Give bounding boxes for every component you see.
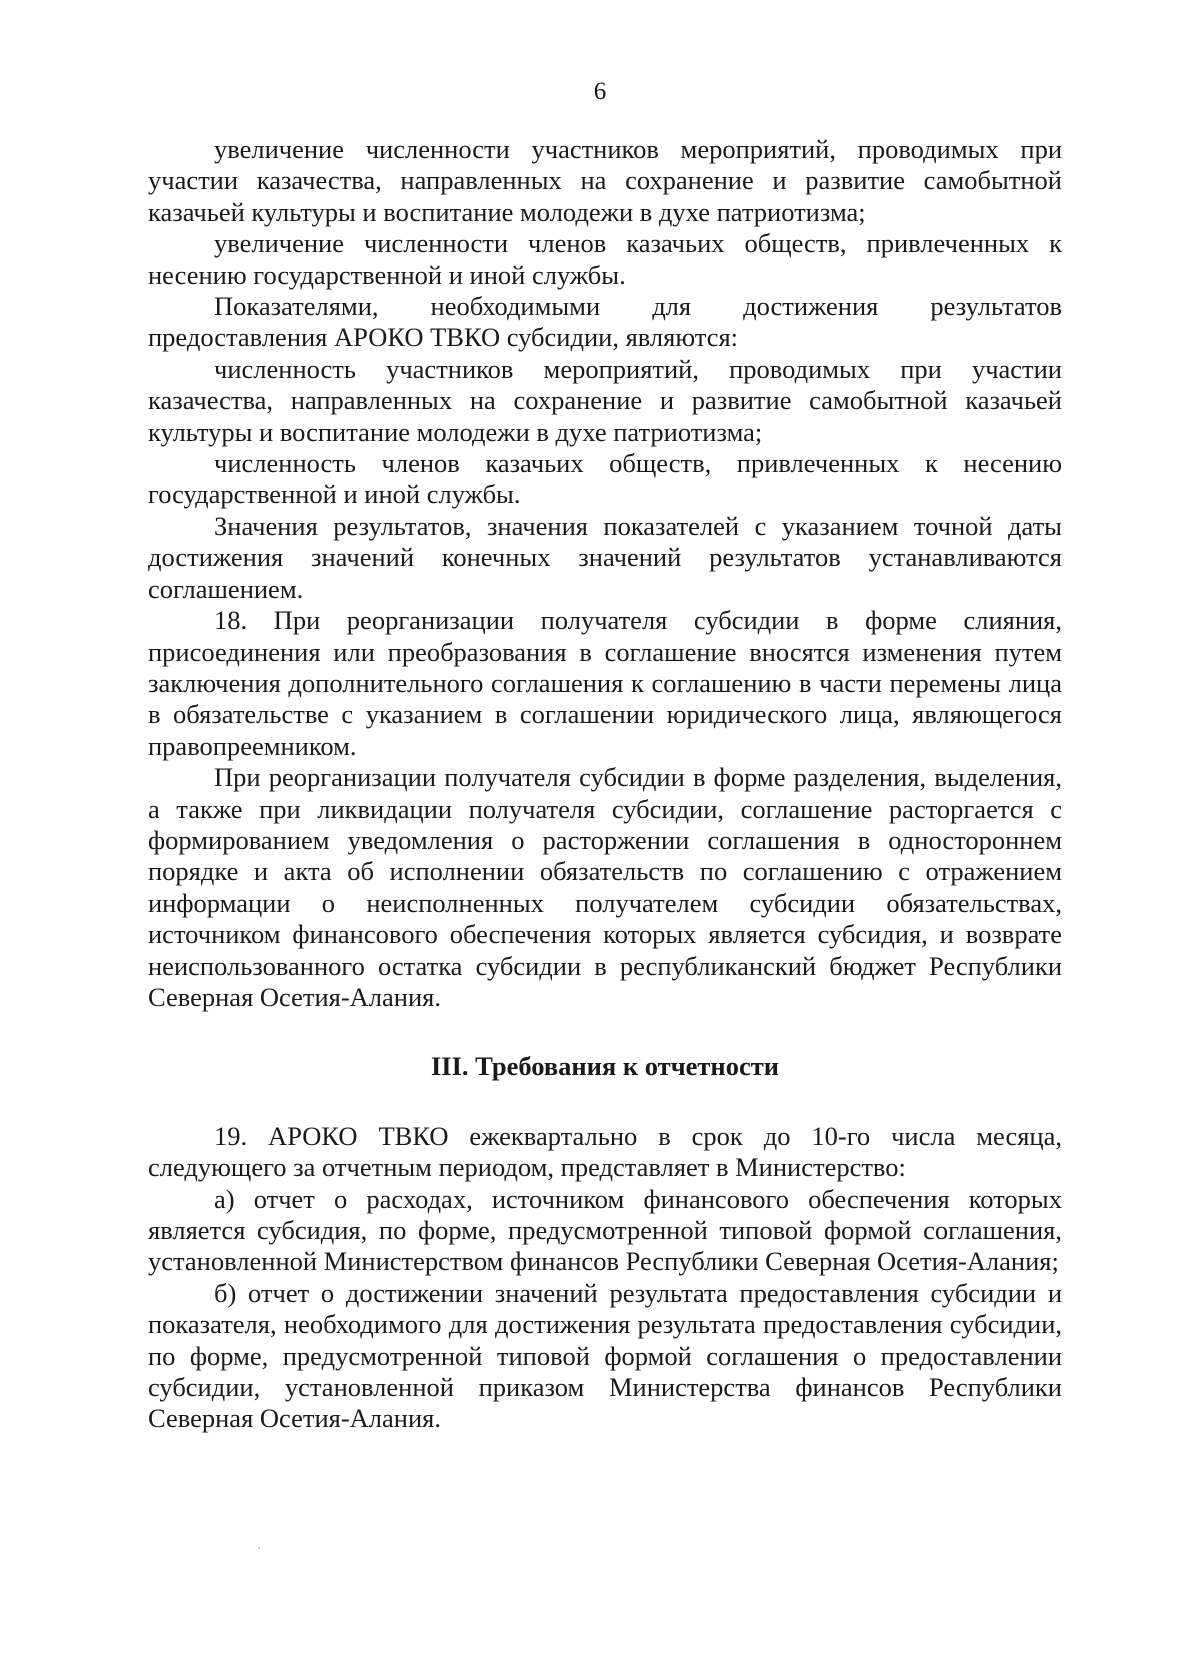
paragraph-result-members: увеличение численности членов казачьих обществ, привлеченных к несению государственной и иной службы. bbox=[148, 228, 1062, 290]
paragraph-indicator-participants: численность участников мероприятий, проводимых при участии казачества, направленных на сохранение и развитие самобытной казачьей культуры и воспитание молодежи в духе патриотизма; bbox=[148, 353, 1062, 447]
paragraph-item-19: 19. АРОКО ТВКО ежеквартально в срок до 10-го числа месяца, следующего за отчетным периодом, представляет в Министерство: bbox=[148, 1120, 1062, 1183]
paragraph-indicators-intro: Показателями, необходимыми для достижения результатов предоставления АРОКО ТВКО субсидии, являются: bbox=[148, 291, 1062, 353]
page-number: 6 bbox=[593, 78, 607, 105]
paragraph-item-19-b: б) отчет о достижении значений результата предоставления субсидии и показателя, необходимого для достижения результата предоставления субсидии, по форме, предусмотренной типовой формой соглашения о предоставлении субсидии, установленной приказом Министерства финансов Республики Северная Осетия-Алания. bbox=[148, 1277, 1062, 1434]
paragraph-result-participants: увеличение численности участников мероприятий, проводимых при участии казачества, направленных на сохранение и развитие самобытной казачьей культуры и воспитание молодежи в духе патриотизма; bbox=[148, 134, 1062, 227]
paragraph-item-19-a: а) отчет о расходах, источником финансового обеспечения которых является субсидия, по форме, предусмотренной типовой формой соглашения, установленной Министерством финансов Республики Северная Осетия-Алания; bbox=[148, 1183, 1062, 1277]
paragraph-indicator-members: численность членов казачьих обществ, привлеченных к несению государственной и иной службы. bbox=[148, 448, 1062, 510]
document-body bbox=[148, 134, 1062, 1435]
scan-speck bbox=[258, 1547, 260, 1549]
paragraph-values-agreement: Значения результатов, значения показателей с указанием точной даты достижения значений конечных значений результатов устанавливаются соглашением. bbox=[148, 510, 1062, 604]
paragraph-reorganization-termination: При реорганизации получателя субсидии в форме разделения, выделения, а также при ликвидации получателя субсидии, соглашение расторгается с формированием уведомления о расторжении соглашения в одностороннем порядке и акта об исполнении обязательств по соглашению с отражением информации о неисполненных получателем субсидии обязательствах, источником финансового обеспечения которых является субсидия, и возврате неиспользованного остатка субсидии в республиканский бюджет Республики Северная Осетия-Алания. bbox=[148, 762, 1062, 1012]
section-heading: III. Требования к отчетности bbox=[430, 1051, 779, 1082]
paragraph-item-18: 18. При реорганизации получателя субсидии в форме слияния, присоединения или преобразования в соглашение вносятся изменения путем заключения дополнительного соглашения к соглашению в части перемены лица в обязательстве с указанием в соглашении юридического лица, являющегося правопреемником. bbox=[148, 605, 1062, 761]
